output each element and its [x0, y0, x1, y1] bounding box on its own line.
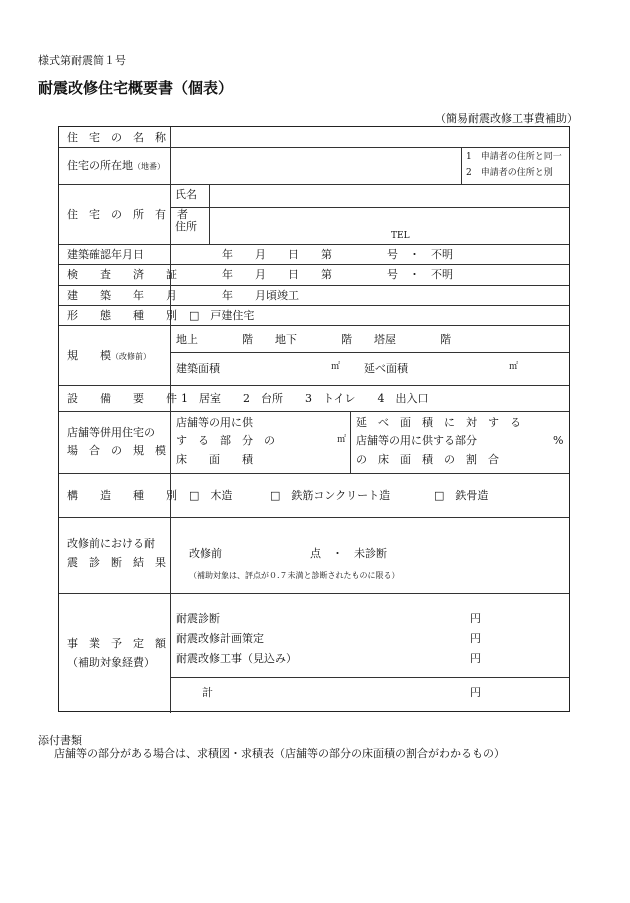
scale-label: 規 模（改修前） — [67, 349, 151, 362]
diagnosis-note: （補助対象は、評点が０.７未満と診断されたものに限る） — [189, 571, 400, 580]
attachment-text: 店舗等の部分がある場合は、求積図・求積表（店舗等の部分の床面積の割合がわかるもの） — [54, 747, 505, 760]
shop-area-label-2: す る 部 分 の — [176, 434, 275, 447]
cost-total-unit: 円 — [470, 686, 481, 699]
attachment-title: 添付書類 — [38, 734, 82, 747]
house-location-field[interactable] — [177, 157, 452, 175]
owner-address-label: 住所 — [175, 220, 197, 233]
building-area-label: 建築面積 — [176, 362, 220, 375]
cost-item-plan-label: 耐震改修計画策定 — [176, 632, 264, 645]
confirmation-date-field[interactable]: 年 月 日 第 号 ・ 不明 — [222, 248, 453, 261]
shop-combined-label-1: 店舗等併用住宅の — [67, 426, 155, 439]
shop-ratio-label-2: 店舗等の用に供する部分 — [356, 434, 477, 447]
cost-label-1: 事 業 予 定 額 — [67, 637, 166, 650]
equipment-label: 設 備 要 件 — [67, 392, 177, 405]
owner-label: 住 宅 の 所 有 者 — [67, 208, 188, 221]
detached-house-option[interactable]: □ 戸建住宅 — [189, 309, 255, 322]
shop-area-label-1: 店舗等の用に供 — [176, 416, 253, 429]
document-subtitle: （簡易耐震改修工事費補助） — [435, 112, 578, 125]
house-name-label: 住 宅 の 名 称 — [67, 131, 166, 144]
owner-tel-label: TEL — [391, 231, 410, 241]
cost-label-2: （補助対象経費） — [67, 656, 155, 669]
form-number: 様式第耐震简１号 — [38, 54, 126, 67]
owner-name-field[interactable] — [215, 187, 560, 203]
shop-ratio-unit: % — [553, 434, 564, 447]
owner-address-field[interactable] — [215, 211, 560, 229]
total-floor-area-label: 延べ面積 — [364, 362, 408, 375]
diagnosis-label-1: 改修前における耐 — [67, 537, 155, 550]
shop-area-unit: ㎡ — [337, 435, 347, 445]
diagnosis-label-2: 震 診 断 結 果 — [67, 556, 166, 569]
cost-item-diagnosis-unit: 円 — [470, 612, 481, 625]
house-location-label: 住宅の所在地（地番） — [67, 159, 165, 172]
document-title: 耐震改修住宅概要書（個表） — [38, 79, 234, 97]
structure-option-steel[interactable]: □ 鉄骨造 — [434, 489, 489, 502]
floors-field[interactable]: 地上 階 地下 階 塔屋 階 — [176, 333, 451, 346]
detached-house-checkbox[interactable]: □ — [189, 309, 200, 322]
cost-item-plan-unit: 円 — [470, 632, 481, 645]
structure-label: 構 造 種 別 — [67, 489, 177, 502]
shop-combined-label-2: 場 合 の 規 模 — [67, 444, 166, 457]
equipment-options[interactable]: 1 居室 2 台所 3 トイレ 4 出入口 — [181, 392, 429, 405]
inspection-field[interactable]: 年 月 日 第 号 ・ 不明 — [222, 268, 453, 281]
structure-option-wood[interactable]: □ 木造 — [189, 489, 233, 502]
shop-ratio-label-1: 延 べ 面 積 に 対 す る — [356, 416, 521, 429]
shop-area-label-3: 床 面 積 — [176, 453, 253, 466]
cost-item-diagnosis-label: 耐震診断 — [176, 612, 220, 625]
built-date-field[interactable]: 年 月頃竣工 — [222, 289, 299, 302]
total-floor-area-unit: ㎡ — [509, 362, 519, 372]
diagnosis-score-field[interactable]: 改修前 点 ・ 未診断 — [189, 547, 387, 560]
structure-option-rc[interactable]: □ 鉄筋コンクリート造 — [270, 489, 391, 502]
owner-name-label: 氏名 — [175, 188, 197, 201]
cost-item-work-label: 耐震改修工事（見込み） — [176, 652, 297, 665]
location-option-different[interactable]: 2 申請者の住所と別 — [466, 168, 553, 178]
confirmation-date-label: 建築確認年月日 — [67, 248, 144, 261]
inspection-label: 検 査 済 証 — [67, 268, 177, 281]
building-area-unit: ㎡ — [331, 362, 341, 372]
built-date-label: 建 築 年 月 — [67, 289, 177, 302]
house-name-field[interactable] — [177, 131, 562, 144]
shop-ratio-label-3: の 床 面 積 の 割 合 — [356, 453, 499, 466]
building-form-label: 形 態 種 別 — [67, 309, 177, 322]
cost-total-label: 計 — [202, 686, 213, 699]
cost-item-work-unit: 円 — [470, 652, 481, 665]
summary-table — [58, 126, 570, 712]
location-option-same[interactable]: 1 申請者の住所と同一 — [466, 152, 562, 162]
